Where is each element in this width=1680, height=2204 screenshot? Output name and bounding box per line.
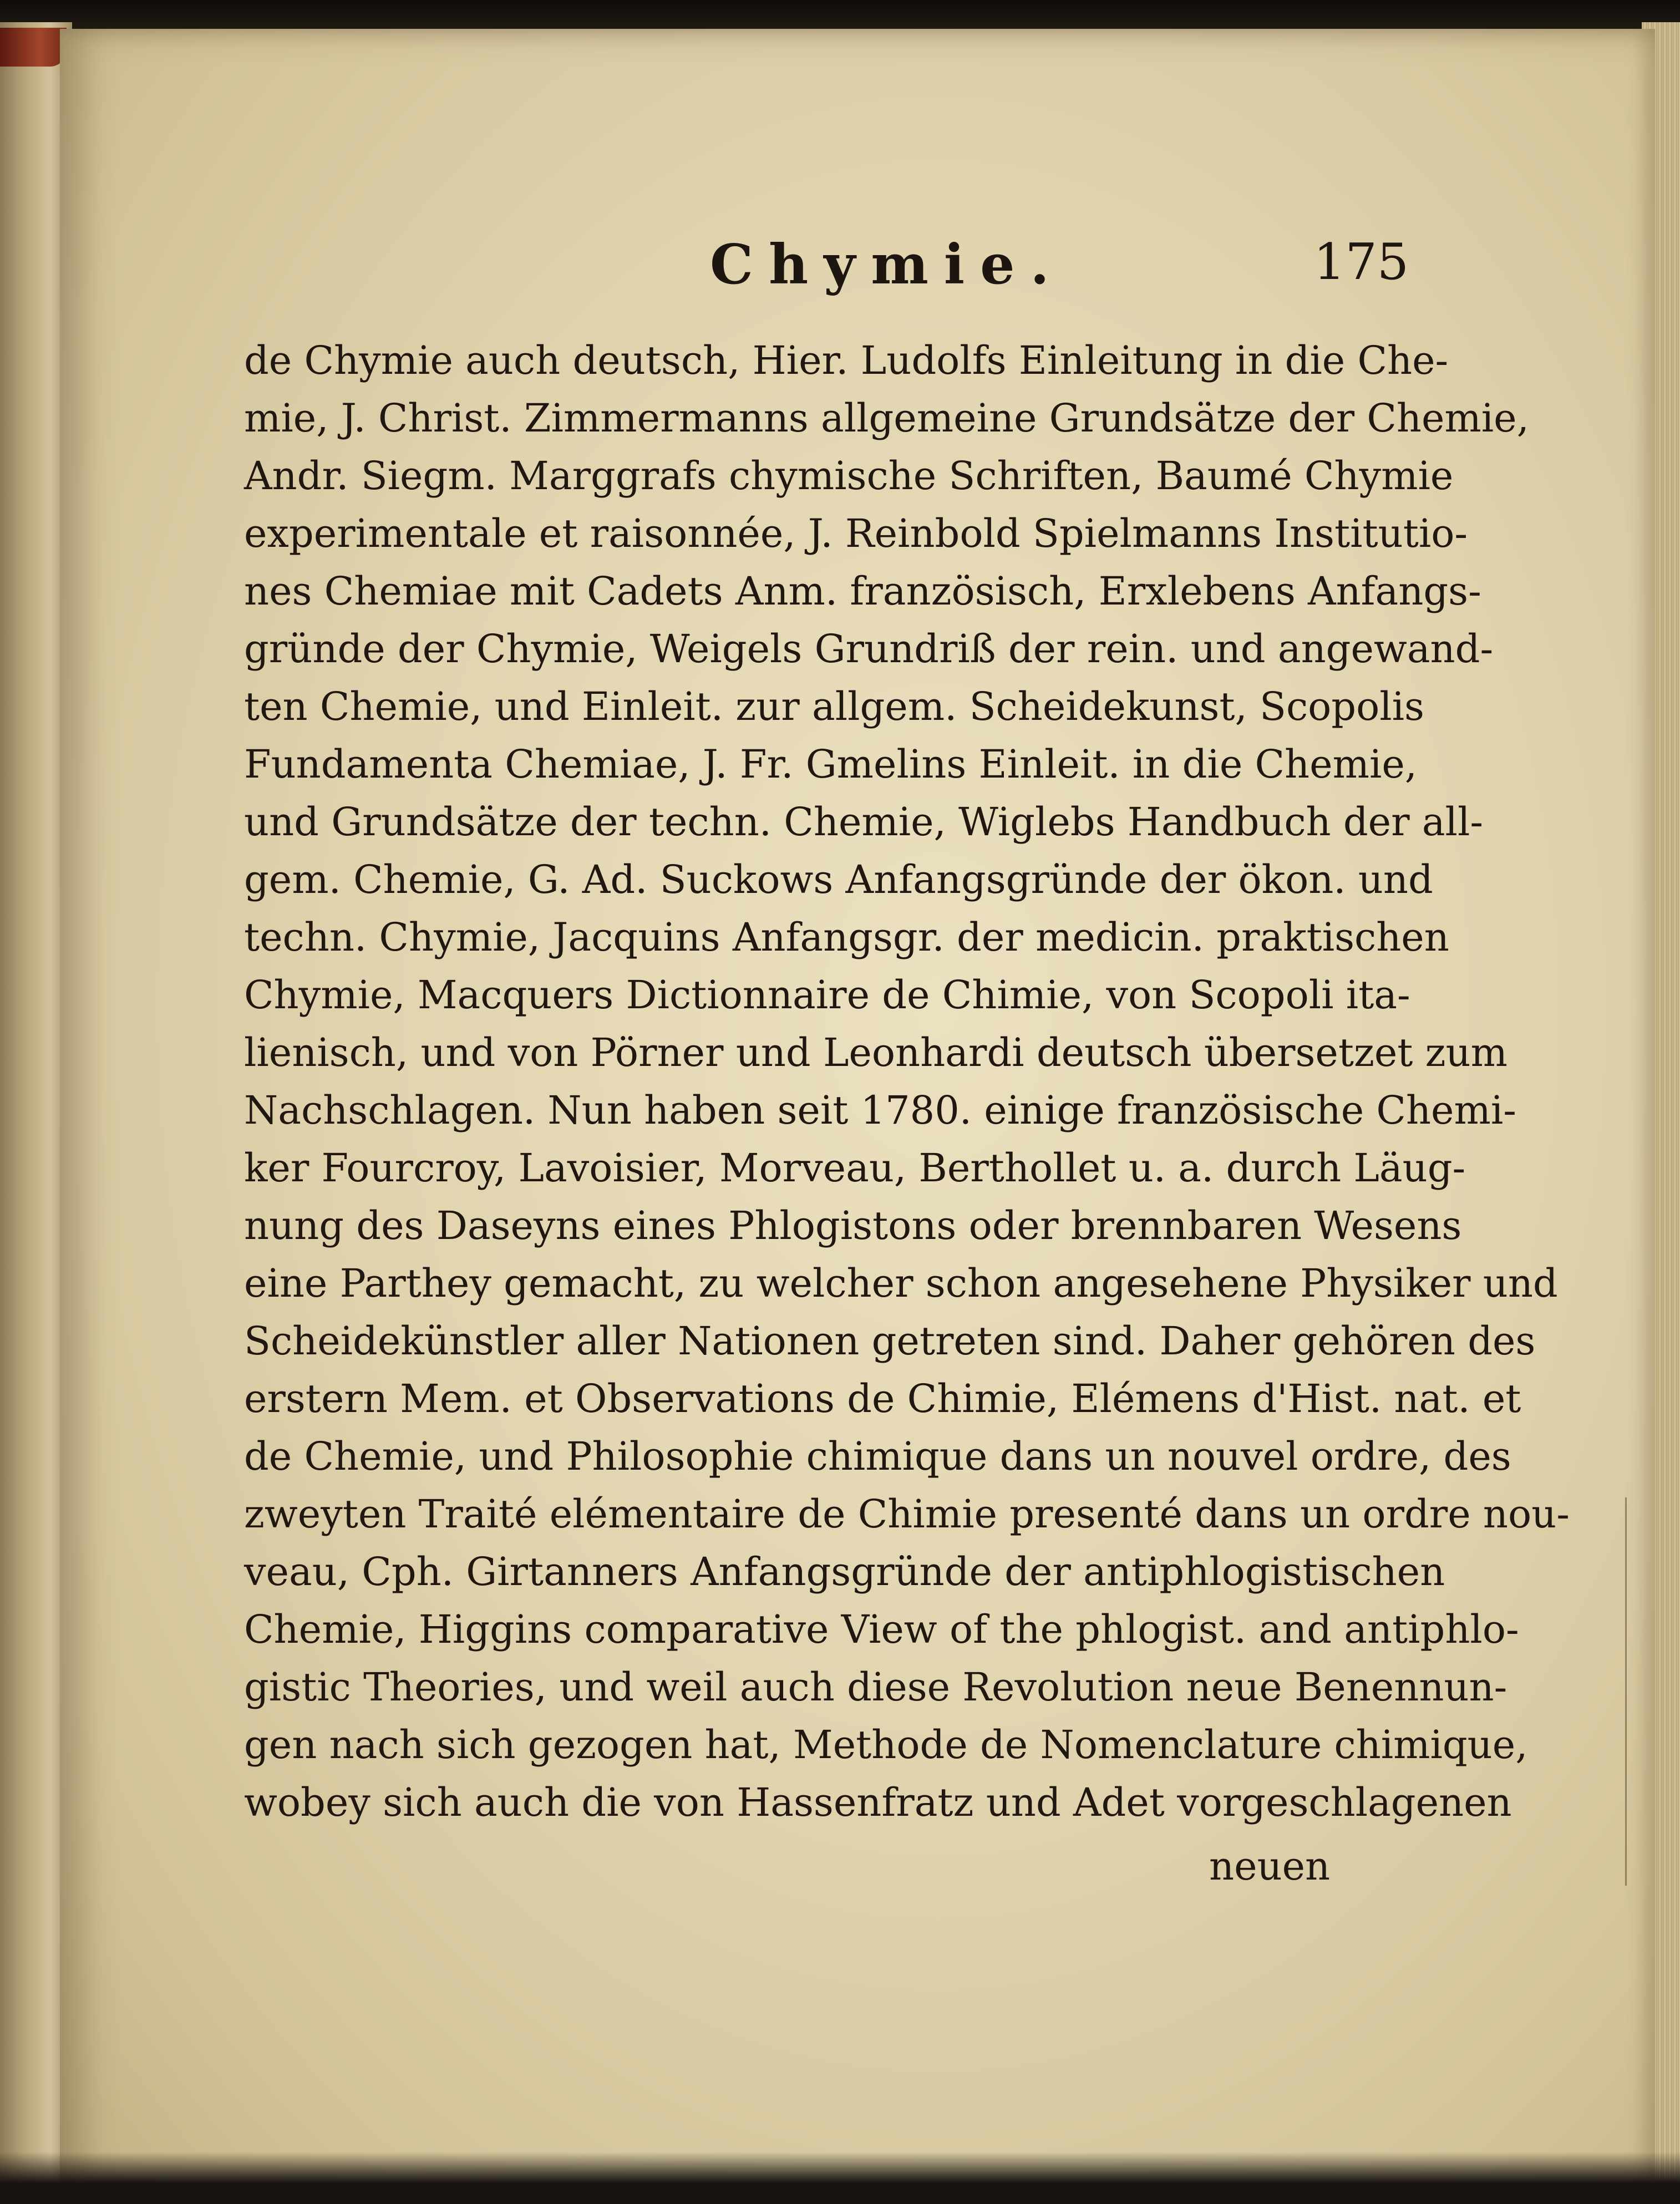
text-line: Nachschlagen. Nun haben seit 1780. einige französische Chemi- [244,1088,1516,1133]
text-line: erstern Mem. et Observations de Chimie, Elémens d'Hist. nat. et [244,1376,1521,1421]
text-line: de Chymie auch deutsch, Hier. Ludolfs Einleitung in die Che- [244,338,1449,383]
text-line: experimentale et raisonnée, J. Reinbold Spielmanns Institutio- [244,511,1468,556]
text-line: gen nach sich gezogen hat, Methode de Nomenclature chimique, [244,1722,1528,1768]
text-line: ten Chemie, und Einleit. zur allgem. Scheidekunst, Scopolis [244,684,1424,729]
scan-background-top [0,0,1680,32]
text-line: de Chemie, und Philosophie chimique dans un nouvel ordre, des [244,1434,1511,1479]
text-line: gem. Chemie, G. Ad. Suckows Anfangsgründe der ökon. und [244,857,1433,902]
text-line: gistic Theories, und weil auch diese Revolution neue Benennun- [244,1664,1508,1710]
text-line: mie, J. Christ. Zimmermanns allgemeine Grundsätze der Chemie, [244,395,1529,441]
text-line: zweyten Traité elémentaire de Chimie presenté dans un ordre nou- [244,1491,1570,1537]
text-line: Scheidekünstler aller Nationen getreten sind. Daher gehören des [244,1318,1536,1364]
page-number: 175 [1313,233,1409,291]
text-line: gründe der Chymie, Weigels Grundriß der rein. und angewand- [244,626,1494,672]
text-line: nung des Daseyns eines Phlogistons oder brennbaren Wesens [244,1203,1462,1248]
page-crease [1625,1497,1627,1886]
text-line: techn. Chymie, Jacquins Anfangsgr. der medicin. praktischen [244,915,1449,960]
text-line: wobey sich auch die von Hassenfratz und Adet vorgeschlagenen [244,1780,1512,1825]
catchword: neuen [1209,1844,1331,1889]
text-line: Chemie, Higgins comparative View of the phlogist. and antiphlo- [244,1607,1519,1652]
text-line: und Grundsätze der techn. Chemie, Wiglebs Handbuch der all- [244,799,1483,845]
text-line: Andr. Siegm. Marggrafs chymische Schriften, Baumé Chymie [244,453,1454,499]
text-line: ker Fourcroy, Lavoisier, Morveau, Berthollet u. a. durch Läug- [244,1145,1466,1191]
page-header [222,233,1409,311]
running-head: Chymie. [710,233,1065,297]
scan-background-bottom [0,2152,1680,2204]
text-line: veau, Cph. Girtanners Anfangsgründe der antiphlogistischen [244,1549,1445,1594]
text-line: eine Parthey gemacht, zu welcher schon angesehene Physiker und [244,1261,1558,1306]
text-line: lienisch, und von Pörner und Leonhardi deutsch übersetzet zum [244,1030,1508,1075]
text-line: Chymie, Macquers Dictionnaire de Chimie, von Scopoli ita- [244,972,1410,1018]
red-spine-fragment [0,28,67,67]
text-line: nes Chemiae mit Cadets Anm. französisch, Erxlebens Anfangs- [244,568,1481,614]
text-line: Fundamenta Chemiae, J. Fr. Gmelins Einleit. in die Chemie, [244,742,1418,787]
